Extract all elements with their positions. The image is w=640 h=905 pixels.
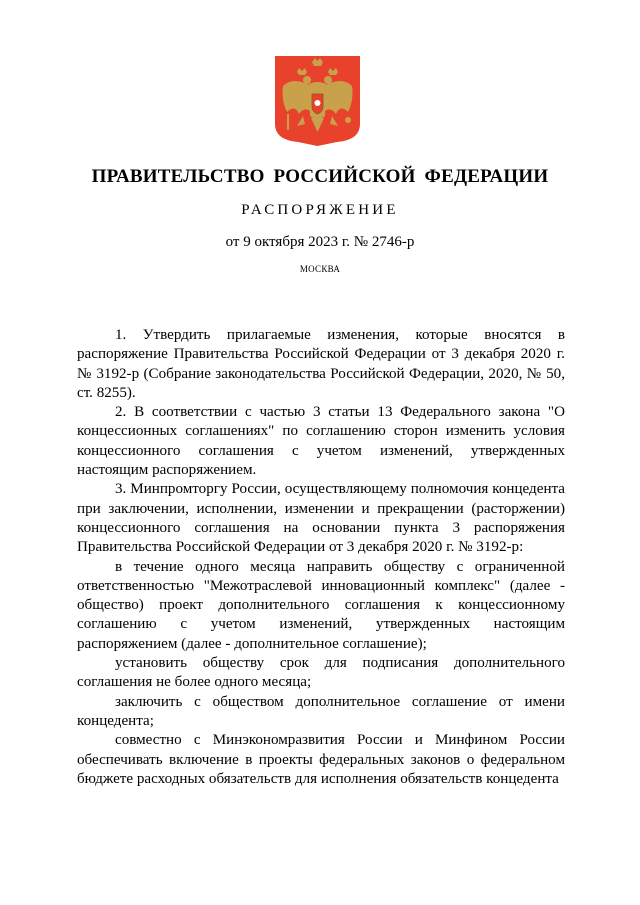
document-city: МОСКВА — [299, 264, 341, 274]
government-title: ПРАВИТЕЛЬСТВО РОССИЙСКОЙ ФЕДЕРАЦИИ — [91, 166, 549, 187]
paragraph-3-item-4: совместно с Минэкономразвития России и Минфином России обеспечивать включение в проекты федеральных законов о федеральном бюджете расходных обязательств для исполнения обязательств концедента — [77, 732, 565, 787]
paragraph-3-item-1: в течение одного месяца направить обществу с ограниченной ответственностью "Межотраслевой инновационный комплекс" (далее - общество) проект дополнительного соглашения к концессионному соглашению с учетом изменений, утвержденных настоящим распоряжением (далее - дополнительное соглашение); — [77, 558, 565, 652]
coat-of-arms-icon — [275, 56, 360, 146]
paragraph-3-item-2: установить обществу срок для подписания дополнительного соглашения не более одного месяца; — [77, 655, 565, 691]
paragraph-3: 3. Минпромторгу России, осуществляющему полномочия концедента при заключении, исполнении, изменении и прекращении (расторжении) концессионного соглашения на основании пункта 3 распоряжения Правительства Российской Федерации от 3 декабря 2020 г. № 3192-р: — [77, 481, 565, 556]
document-type: РАСПОРЯЖЕНИЕ — [241, 202, 399, 218]
paragraph-2: 2. В соответствии с частью 3 статьи 13 Федерального закона "О концессионных соглашениях" по соглашению сторон изменить условия концессионного соглашения с учетом изменений, утвержденных настоящим распоряжением. — [77, 404, 565, 479]
paragraph-3-item-3: заключить с обществом дополнительное соглашение от имени концедента; — [77, 693, 565, 729]
paragraph-1: 1. Утвердить прилагаемые изменения, которые вносятся в распоряжение Правительства Российской Федерации от 3 декабря 2020 г. № 3192-р (Собрание законодательства Российской Федерации, 2020, № 50, ст. 8255). — [77, 327, 565, 401]
document-date-number: от 9 октября 2023 г. № 2746-р — [225, 234, 415, 250]
document-body — [77, 326, 565, 789]
